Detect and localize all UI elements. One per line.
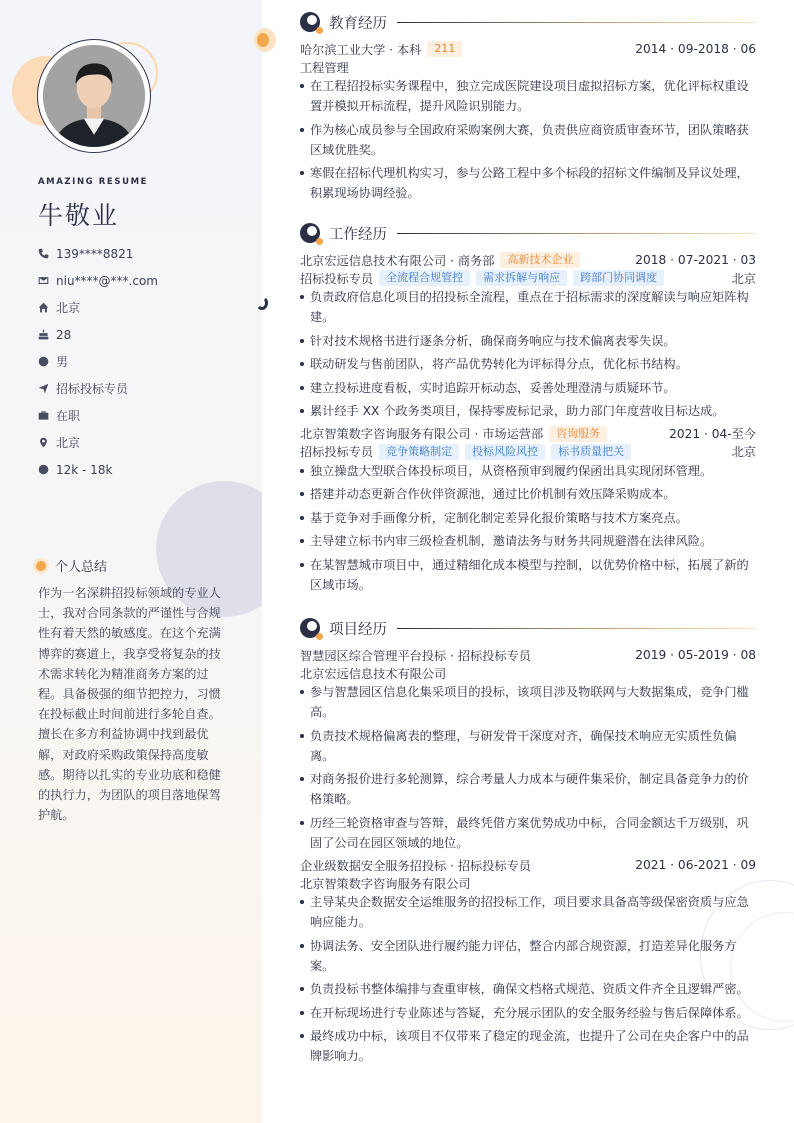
job-date: 2021 · 04-至今: [669, 427, 756, 441]
skill-tag: 跨部门协同调度: [573, 270, 664, 286]
sidebar: [0, 0, 262, 1123]
list-item: 建立投标进度看板，实时追踪开标动态，妥善处理澄清与质疑环节。: [300, 378, 756, 398]
job-bullets: [300, 287, 756, 421]
project-org-row: [300, 874, 756, 892]
info-gender-text: 男: [56, 355, 69, 369]
info-salary: [38, 456, 248, 483]
projects-section: [300, 617, 756, 1070]
job-role: 招标投标专员: [300, 271, 374, 286]
work-title: 工作经历: [329, 226, 387, 243]
major-row: [300, 58, 756, 76]
info-phone-text: 139****8821: [56, 246, 134, 261]
location-pin-icon: [38, 437, 56, 448]
summary-heading: [36, 556, 107, 575]
send-icon: [38, 383, 56, 394]
home-icon: [38, 302, 56, 313]
school-name: 哈尔滨工业大学 · 本科: [300, 42, 422, 57]
phone-icon: [38, 248, 56, 259]
education-date: 2014 · 09-2018 · 06: [635, 42, 756, 56]
info-position-text: 招标投标专员: [56, 382, 129, 396]
list-item: 历经三轮资格审查与答辩，最终凭借方案优势成功中标，合同金额达千万级别，巩固了公司在园区领域的地位。: [300, 813, 756, 853]
project-row: [300, 646, 756, 664]
list-item: 联动研发与售前团队，将产品优势转化为评标得分点，优化标书结构。: [300, 354, 756, 374]
info-phone: [38, 240, 248, 267]
list-item: 寒假在招标代理机构实习，参与公路工程中多个标段的招标文件编制及异议处理，积累现场协调经验。: [300, 163, 756, 203]
avatar-portrait-icon: [43, 45, 145, 147]
job-role: 招标投标专员: [300, 445, 374, 459]
company-badge: 咨询服务: [549, 426, 607, 442]
project-name: 企业级数据安全服务招投标 · 招标投标专员: [300, 858, 531, 873]
summary-title: 个人总结: [55, 560, 108, 575]
salary-icon: [38, 464, 56, 475]
gender-icon: [38, 356, 56, 367]
job-role-row: [300, 443, 756, 461]
job-date: 2018 · 07-2021 · 03: [635, 253, 756, 267]
education-heading: [300, 11, 756, 33]
list-item: 针对技术规格书进行逐条分析，确保商务响应与技术偏离表零失误。: [300, 331, 756, 351]
education-bullets: [300, 76, 756, 203]
major-name: 工程管理: [300, 60, 349, 75]
info-home-text: 北京: [56, 301, 81, 315]
section-divider: [397, 628, 756, 629]
info-home: [38, 294, 248, 321]
job-company: 北京宏远信息技术有限公司 · 商务部: [300, 253, 495, 268]
info-salary-text: 12k - 18k: [56, 462, 113, 477]
projects-title: 项目经历: [329, 621, 387, 638]
list-item: 在开标现场进行专业陈述与答疑，充分展示团队的安全服务经验与售后保障体系。: [300, 1003, 756, 1023]
job-city: 北京: [731, 445, 756, 459]
briefcase-icon: [38, 410, 56, 421]
info-location: [38, 429, 248, 456]
list-item: 在工程招投标实务课程中，独立完成医院建设项目虚拟招标方案，优化评标权重设置并模拟开标流程，提升风险识别能力。: [300, 76, 756, 116]
work-section: [300, 222, 756, 598]
skill-tag: 标书质量把关: [551, 444, 631, 460]
info-email: [38, 267, 248, 294]
list-item: 对商务报价进行多轮测算，综合考量人力成本与硬件集采价，制定具备竞争力的价格策略。: [300, 769, 756, 809]
list-item: 最终成功中标，该项目不仅带来了稳定的现金流，也提升了公司在央企客户中的品牌影响力。: [300, 1026, 756, 1066]
skill-tag: 需求拆解与响应: [476, 270, 567, 286]
list-item: 独立操盘大型联合体投标项目，从资格预审到履约保函出具实现闭环管理。: [300, 461, 756, 481]
list-item: 参与智慧园区信息化集采项目的投标，该项目涉及物联网与大数据集成，竞争门槛高。: [300, 682, 756, 722]
summary-text: 作为一名深耕招投标领域的专业人士，我对合同条款的严谨性与合规性有着天然的敏感度。在这个充满博弈的赛道上，我享受将复杂的技术需求转化为精准商务方案的过程。具备极强的细节把控力，习惯在投标截止时间前进行多轮自查。擅长在多方利益协调中找到最优解，对政府采购政策保持高度敏感。期待以扎实的专业功底和稳健的执行力，为团队的项目落地保驾护航。: [38, 586, 221, 823]
education-row: [300, 40, 756, 58]
project-bullets: [300, 682, 756, 853]
list-item: 主导某央企数据安全运维服务的招投标工作，项目要求具备高等级保密资质与应急响应能力。: [300, 892, 756, 932]
list-item: 在某智慧城市项目中，通过精细化成本模型与控制，以优势价格中标，拓展了新的区域市场。: [300, 555, 756, 595]
info-age-text: 28: [56, 327, 72, 342]
education-title: 教育经历: [329, 15, 387, 32]
list-item: 负责政府信息化项目的招投标全流程，重点在于招标需求的深度解读与响应矩阵构建。: [300, 287, 756, 327]
project-org: 北京宏远信息技术有限公司: [300, 666, 447, 681]
list-item: 负责投标书整体编排与查重审核，确保文档格式规范、资质文件齐全且逻辑严密。: [300, 979, 756, 999]
resume-tagline: AMAZING RESUME: [38, 177, 149, 187]
project-name: 智慧园区综合管理平台投标 · 招标投标专员: [300, 648, 531, 663]
project-row: [300, 856, 756, 874]
info-age: [38, 321, 248, 348]
skill-tag: 投标风险风控: [465, 444, 545, 460]
list-item: 主导建立标书内审三级检查机制，邀请法务与财务共同规避潜在法律风险。: [300, 531, 756, 551]
list-item: 基于竞争对手画像分析，定制化制定差异化报价策略与技术方案亮点。: [300, 508, 756, 528]
info-status-text: 在职: [56, 409, 81, 423]
info-email-text: niu****@***.com: [56, 273, 158, 288]
candidate-name: 牛敬业: [38, 201, 120, 230]
school-badge: 211: [427, 41, 462, 57]
mail-icon: [38, 275, 56, 286]
job-city: 北京: [731, 271, 756, 286]
project-bullets: [300, 892, 756, 1066]
projects-heading: [300, 617, 756, 639]
job-row: [300, 425, 756, 443]
avatar: [43, 45, 145, 147]
summary-dot-icon: [36, 561, 46, 571]
info-location-text: 北京: [56, 436, 81, 450]
job-role-row: [300, 269, 756, 287]
avatar-frame: [37, 39, 151, 153]
section-divider: [397, 233, 756, 234]
list-item: 作为核心成员参与全国政府采购案例大赛，负责供应商资质审查环节，团队策略获区域优胜奖。: [300, 120, 756, 160]
education-section: [300, 11, 756, 207]
list-item: 累计经手 XX 个政务类项目，保持零废标记录，助力部门年度营收目标达成。: [300, 401, 756, 421]
info-gender: [38, 348, 248, 375]
section-badge-icon: [300, 12, 320, 32]
list-item: 协调法务、安全团队进行履约能力评估，整合内部合规资源，打造差异化服务方案。: [300, 936, 756, 976]
skill-tag: 竞争策略制定: [379, 444, 459, 460]
project-org-row: [300, 664, 756, 682]
section-badge-icon: [300, 223, 320, 243]
list-item: 搭建并动态更新合作伙伴资源池，通过比价机制有效压降采购成本。: [300, 484, 756, 504]
cake-icon: [38, 329, 56, 340]
work-heading: [300, 222, 756, 244]
job-row: [300, 251, 756, 269]
project-org: 北京智策数字咨询服务有限公司: [300, 876, 471, 891]
section-divider: [397, 22, 756, 23]
section-badge-icon: [300, 618, 320, 638]
company-badge: 高新技术企业: [500, 252, 580, 268]
job-bullets: [300, 461, 756, 595]
decorative-orange-dot: [257, 33, 269, 47]
job-company: 北京智策数字咨询服务有限公司 · 市场运营部: [300, 427, 544, 441]
contact-info-list: [38, 240, 248, 483]
project-date: 2019 · 05-2019 · 08: [635, 648, 756, 662]
info-status: [38, 402, 248, 429]
decorative-navy-arc: [256, 296, 268, 310]
info-position: [38, 375, 248, 402]
skill-tag: 全流程合规管控: [379, 270, 470, 286]
list-item: 负责技术规格偏离表的整理，与研发骨干深度对齐，确保技术响应无实质性负偏离。: [300, 726, 756, 766]
project-date: 2021 · 06-2021 · 09: [635, 858, 756, 872]
